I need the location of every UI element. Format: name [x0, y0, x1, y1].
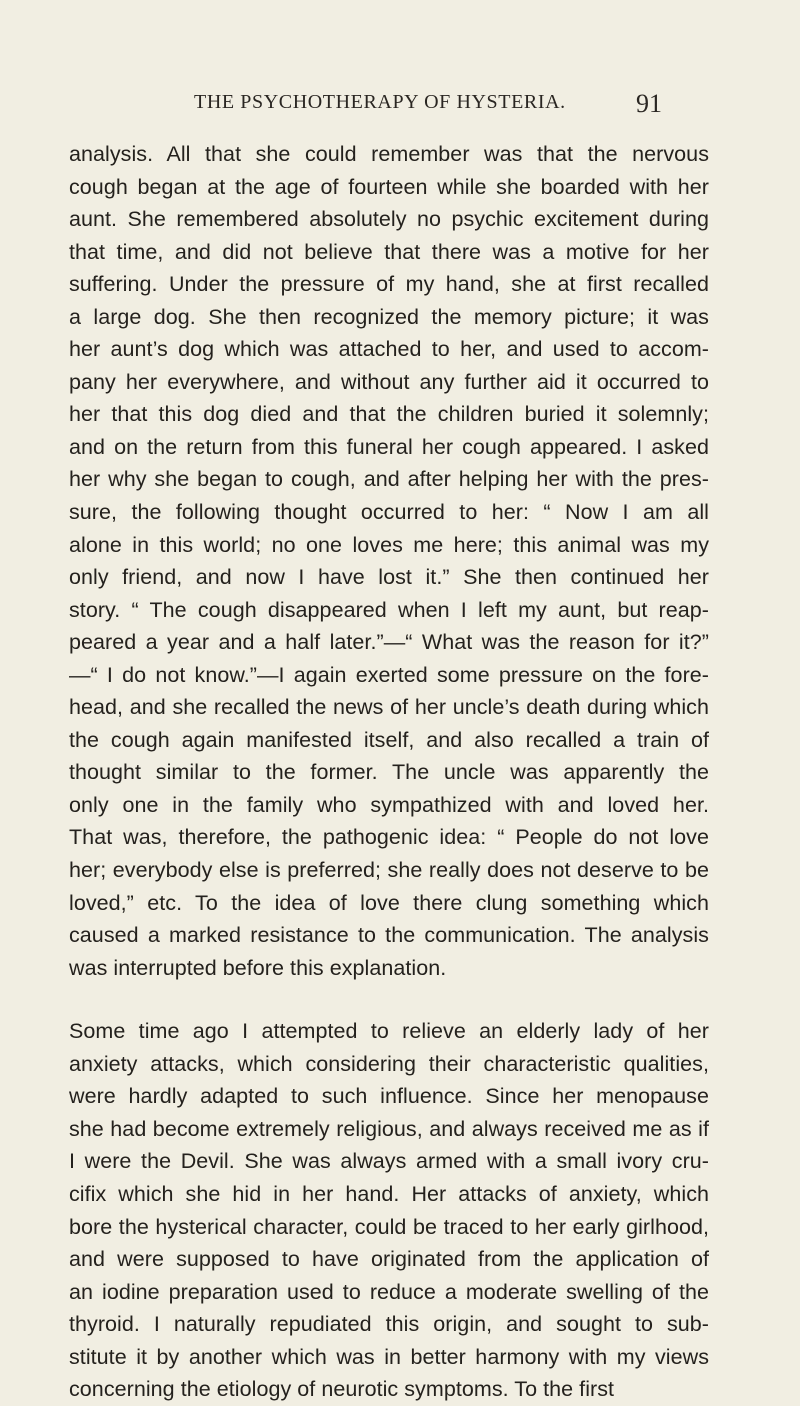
- paragraph: [69, 138, 709, 984]
- text-line: her why she began to cough, and after helping her with the pres-: [69, 467, 709, 492]
- text-line: and on the return from this funeral her cough appeared. I asked: [69, 434, 709, 459]
- page-number: 91: [636, 89, 662, 118]
- text-line: bore the hysterical character, could be traced to her early girlhood,: [69, 1214, 709, 1239]
- text-line: thought similar to the former. The uncle was apparently the: [69, 760, 709, 785]
- paragraph: [69, 1015, 709, 1406]
- text-line: anxiety attacks, which considering their characteristic qualities,: [69, 1051, 709, 1076]
- text-line: was interrupted before this explanation.: [69, 955, 447, 980]
- text-line: were hardly adapted to such influence. Since her menopause: [69, 1084, 709, 1109]
- text-line: caused a marked resistance to the communication. The analysis: [69, 923, 709, 948]
- text-line: aunt. She remembered absolutely no psychic excitement during: [69, 207, 709, 232]
- text-line: thyroid. I naturally repudiated this origin, and sought to sub-: [69, 1312, 709, 1337]
- text-line: an iodine preparation used to reduce a moderate swelling of the: [69, 1279, 709, 1304]
- text-line: her that this dog died and that the children buried it solemnly;: [69, 402, 709, 427]
- paragraph-gap: [69, 984, 709, 1015]
- text-line: analysis. All that she could remember was that the nervous: [69, 142, 709, 166]
- text-line: a large dog. She then recognized the memory picture; it was: [69, 304, 709, 329]
- text-line: and were supposed to have originated from the application of: [69, 1247, 709, 1272]
- text-line: sure, the following thought occurred to her: “ Now I am all: [69, 500, 709, 525]
- text-line: pany her everywhere, and without any further aid it occurred to: [69, 369, 709, 394]
- text-line: suffering. Under the pressure of my hand, she at first recalled: [69, 272, 709, 297]
- text-line: loved,” etc. To the idea of love there clung something which: [69, 890, 709, 915]
- text-line: concerning the etiology of neurotic symptoms. To the first: [69, 1377, 615, 1402]
- text-line: alone in this world; no one loves me here; this animal was my: [69, 532, 709, 557]
- text-line: the cough again manifested itself, and also recalled a train of: [69, 727, 709, 752]
- text-line: only one in the family who sympathized with and loved her.: [69, 792, 709, 817]
- text-line: head, and she recalled the news of her uncle’s death during which: [69, 695, 709, 720]
- text-line: her aunt’s dog which was attached to her, and used to accom-: [69, 337, 709, 362]
- text-line: Some time ago I attempted to relieve an elderly lady of her: [69, 1019, 709, 1044]
- text-line: cifix which she hid in her hand. Her attacks of anxiety, which: [69, 1181, 709, 1206]
- text-line: only friend, and now I have lost it.” She then continued her: [69, 565, 709, 590]
- text-line: That was, therefore, the pathogenic idea: “ People do not love: [69, 825, 709, 850]
- text-line: her; everybody else is preferred; she really does not deserve to be: [69, 858, 709, 883]
- text-line: cough began at the age of fourteen while she boarded with her: [69, 174, 709, 199]
- text-line: story. “ The cough disappeared when I left my aunt, but reap-: [69, 597, 709, 622]
- text-line: stitute it by another which was in better harmony with my views: [69, 1344, 709, 1369]
- page-header: [0, 91, 800, 125]
- text-line: she had become extremely religious, and always received me as if: [69, 1116, 709, 1141]
- text-line: that time, and did not believe that there was a motive for her: [69, 239, 709, 264]
- running-head: THE PSYCHOTHERAPY OF HYSTERIA.: [194, 91, 566, 113]
- text-line: I were the Devil. She was always armed with a small ivory cru-: [69, 1149, 709, 1174]
- body-text: [69, 138, 709, 1406]
- text-line: —“ I do not know.”—I again exerted some pressure on the fore-: [69, 662, 709, 687]
- text-line: peared a year and a half later.”—“ What was the reason for it?”: [69, 630, 709, 655]
